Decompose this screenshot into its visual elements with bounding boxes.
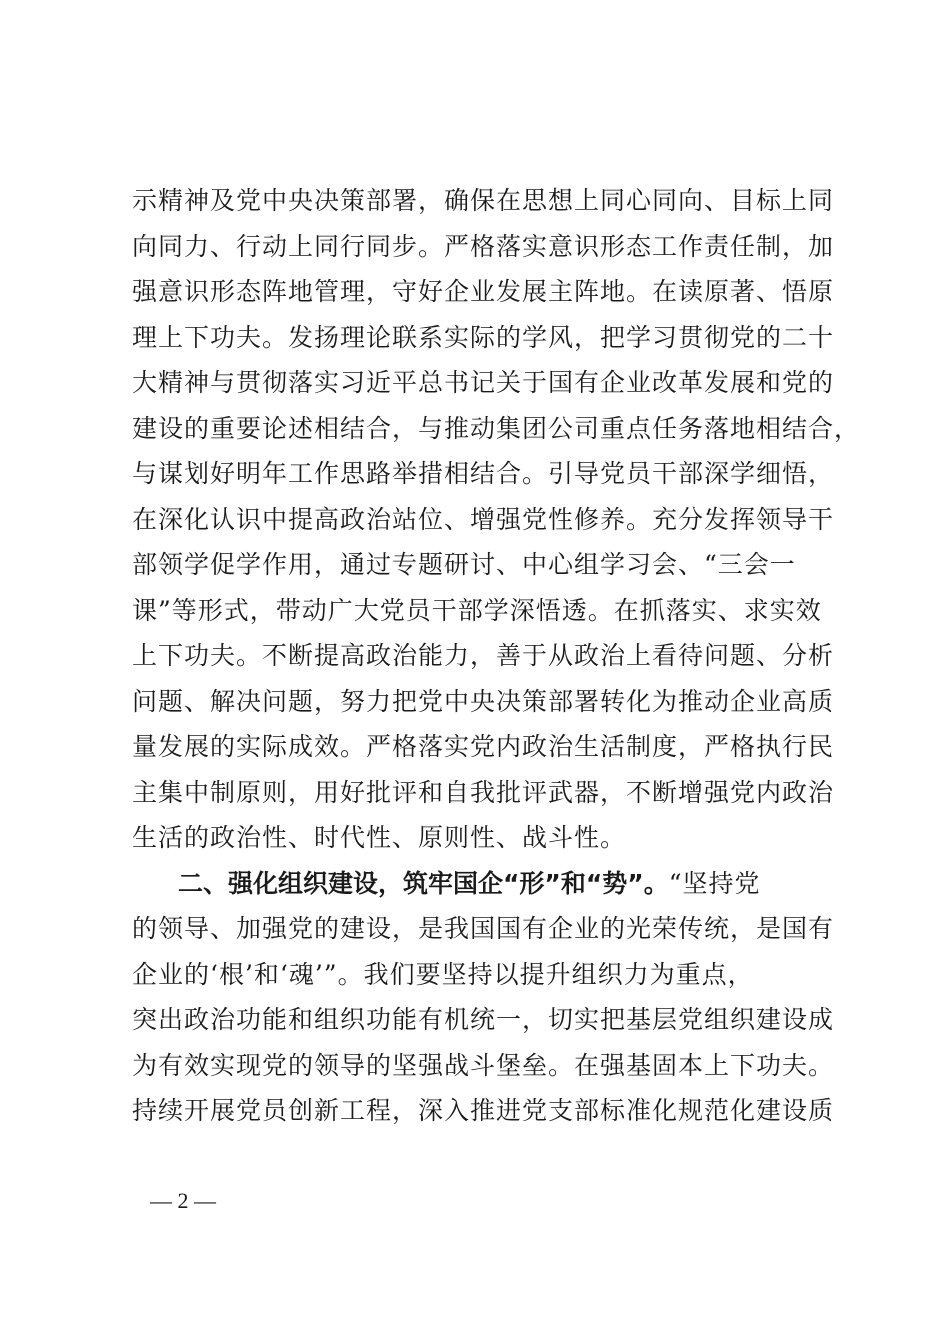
text-line: 企业的‘根’和‘魂’”。我们要坚持以提升组织力为重点， — [132, 959, 754, 989]
page-number: — 2 — — [150, 1188, 216, 1213]
text-line: 的领导、加强党的建设，是我国国有企业的光荣传统，是国有 — [132, 914, 835, 943]
text-line: 示精神及党中央决策部署，确保在思想上同心同向、目标上同 — [132, 186, 835, 215]
text-line: 生活的政治性、时代性、原则性、战斗性。 — [132, 823, 627, 852]
body-text — [132, 178, 861, 1134]
text-line: 与谋划好明年工作思路举措相结合。引导党员干部深学细悟， — [132, 459, 835, 488]
section-2-heading: 二、强化组织建设，筑牢国企“形”和“势”。 — [178, 868, 669, 898]
text-line: 在深化认识中提高政治站位、增强党性修养。充分发挥领导干 — [132, 504, 835, 534]
section-2-first-line — [132, 861, 852, 907]
section-2-text-start: “坚持党 — [668, 868, 761, 898]
text-line: 主集中制原则，用好批评和自我批评武器，不断增强党内政治 — [132, 777, 835, 807]
text-line: 课”等形式，带动广大党员干部学深悟透。在抓落实、求实效 — [132, 595, 822, 625]
text-line: 建设的重要论述相结合，与推动集团公司重点任务落地相结合， — [132, 413, 861, 443]
text-line: 量发展的实际成效。严格落实党内政治生活制度，严格执行民 — [132, 732, 835, 761]
text-line: 上下功夫。不断提高政治能力，善于从政治上看待问题、分析 — [132, 641, 835, 670]
text-line: 为有效实现党的领导的坚强战斗堡垒。在强基固本上下功夫。 — [132, 1050, 835, 1080]
text-line: 理上下功夫。发扬理论联系实际的学风，把学习贯彻党的二十 — [132, 322, 835, 352]
text-line: 突出政治功能和组织功能有机统一，切实把基层党组织建设成 — [132, 1005, 835, 1034]
text-line: 问题、解决问题，努力把党中央决策部署转化为推动企业高质 — [132, 686, 835, 716]
text-line: 持续开展党员创新工程，深入推进党支部标准化规范化建设质 — [132, 1096, 835, 1125]
text-line: 部领学促学作用，通过专题研讨、中心组学习会、“三会一 — [132, 550, 796, 579]
text-line: 大精神与贯彻落实习近平总书记关于国有企业改革发展和党的 — [132, 368, 835, 397]
text-line: 强意识形态阵地管理，守好企业发展主阵地。在读原著、悟原 — [132, 277, 835, 306]
text-line: 向同力、行动上同行同步。严格落实意识形态工作责任制，加 — [132, 231, 835, 261]
